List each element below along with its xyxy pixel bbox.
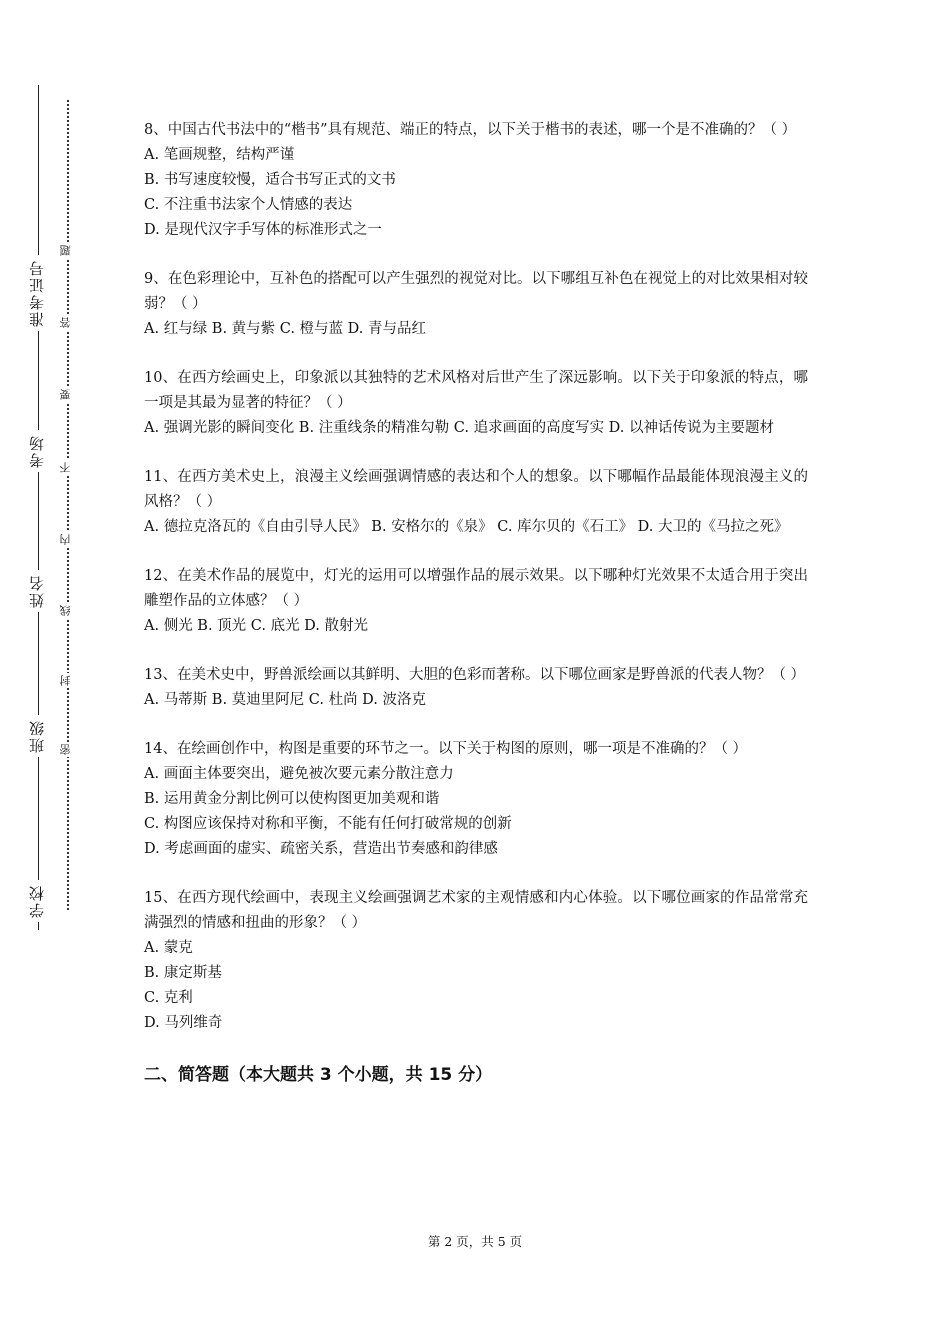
question-8 — [144, 118, 808, 243]
seal-char: 要 — [58, 387, 76, 402]
question-stem: 11、在西方美术史上，浪漫主义绘画强调情感的表达和个人的想象。以下哪幅作品最能体现浪漫主义的风格？（ ） — [144, 469, 808, 510]
option: C. 克利 — [144, 990, 193, 1006]
field-school: 学校 — [22, 880, 52, 922]
field-exam-room: 考场 — [22, 430, 52, 472]
question-12 — [144, 564, 808, 639]
seal-char: 题 — [58, 243, 76, 258]
question-stem: 14、在绘画创作中，构图是重要的环节之一。以下关于构图的原则，哪一项是不准确的？（ ） — [144, 741, 748, 757]
option: A. 强调光影的瞬间变化 B. 注重线条的精准勾勒 C. 追求画面的高度写实 D. 以神话传说为主要题材 — [144, 420, 775, 436]
question-10 — [144, 366, 808, 441]
page-footer: 第 2 页，共 5 页 — [427, 1234, 523, 1249]
seal-char: 线 — [58, 603, 76, 618]
option: B. 运用黄金分割比例可以使构图更加美观和谐 — [144, 791, 440, 807]
question-stem: 9、在色彩理论中，互补色的搭配可以产生强烈的视觉对比。以下哪组互补色在视觉上的对比效果相对较弱？（ ） — [144, 271, 808, 312]
option: C. 构图应该保持对称和平衡，不能有任何打破常规的创新 — [144, 816, 512, 832]
question-list — [144, 118, 808, 1085]
option: C. 不注重书法家个人情感的表达 — [144, 197, 353, 213]
option: A. 侧光 B. 顶光 C. 底光 D. 散射光 — [144, 618, 369, 634]
binding-margin — [0, 0, 110, 1344]
question-11 — [144, 465, 808, 540]
field-name: 姓名 — [22, 570, 52, 612]
binding-line — [38, 85, 39, 930]
seal-dotted-line — [67, 100, 69, 910]
option: D. 考虑画面的虚实、疏密关系，营造出节奏感和韵律感 — [144, 841, 498, 857]
question-15 — [144, 886, 808, 1036]
option: A. 马蒂斯 B. 莫迪里阿尼 C. 杜尚 D. 波洛克 — [144, 692, 427, 708]
option: B. 书写速度较慢，适合书写正式的文书 — [144, 172, 396, 188]
option: A. 蒙克 — [144, 940, 193, 956]
seal-char: 密 — [58, 742, 76, 757]
option: B. 康定斯基 — [144, 965, 222, 981]
question-stem: 13、在美术史中，野兽派绘画以其鲜明、大胆的色彩而著称。以下哪位画家是野兽派的代表人物？（ ） — [144, 667, 806, 683]
seal-char: 封 — [58, 673, 76, 688]
field-class: 班级 — [22, 715, 52, 757]
section-title: 二、简答题（本大题共 3 个小题，共 15 分） — [144, 1065, 493, 1085]
option: A. 红与绿 B. 黄与紫 C. 橙与蓝 D. 青与品红 — [144, 321, 427, 337]
seal-char: 内 — [58, 532, 76, 547]
option: D. 是现代汉字手写体的标准形式之一 — [144, 222, 382, 238]
option: A. 笔画规整，结构严谨 — [144, 147, 295, 163]
question-13 — [144, 663, 808, 713]
field-exam-number: 准考证号 — [22, 255, 52, 331]
question-14 — [144, 737, 808, 862]
seal-char: 不 — [58, 460, 76, 475]
question-9 — [144, 267, 808, 342]
question-stem: 10、在西方绘画史上，印象派以其独特的艺术风格对后世产生了深远影响。以下关于印象派的特点，哪一项是其最为显著的特征？（ ） — [144, 370, 808, 411]
option: A. 德拉克洛瓦的《自由引导人民》 B. 安格尔的《泉》 C. 库尔贝的《石工》 D. 大卫的《马拉之死》 — [144, 519, 789, 535]
option: A. 画面主体要突出，避免被次要元素分散注意力 — [144, 766, 454, 782]
question-stem: 12、在美术作品的展览中，灯光的运用可以增强作品的展示效果。以下哪种灯光效果不太适合用于突出雕塑作品的立体感？（ ） — [144, 568, 808, 609]
question-stem: 15、在西方现代绘画中，表现主义绘画强调艺术家的主观情感和内心体验。以下哪位画家的作品常常充满强烈的情感和扭曲的形象？（ ） — [144, 890, 808, 931]
option: D. 马列维奇 — [144, 1015, 223, 1031]
question-stem: 8、中国古代书法中的“楷书”具有规范、端正的特点，以下关于楷书的表述，哪一个是不准确的？（ ） — [144, 122, 797, 138]
seal-char: 答 — [58, 315, 76, 330]
